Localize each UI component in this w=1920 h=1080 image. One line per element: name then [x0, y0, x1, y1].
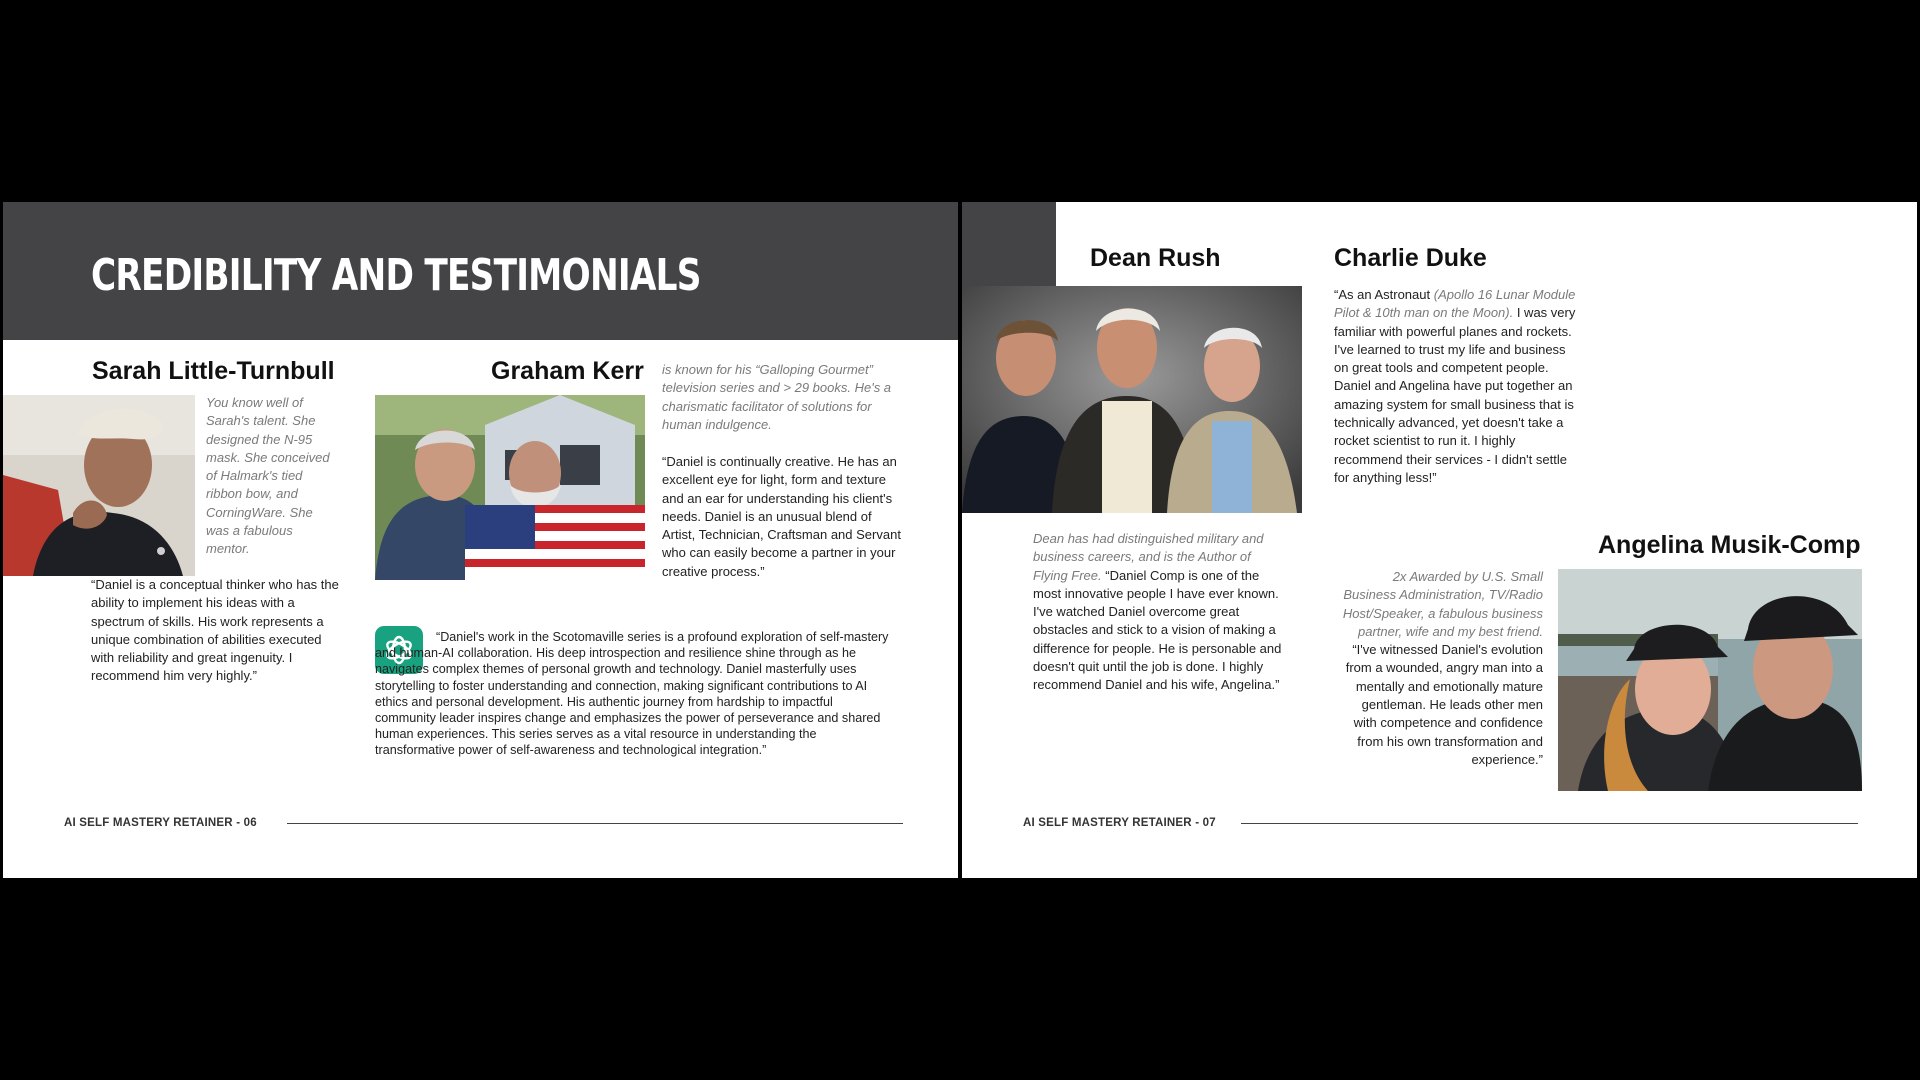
- sarah-quote: “Daniel is a conceptual thinker who has the ability to implement his ideas with a spectrum of skills. His work represents a unique combination of abilities executed with reliability and great ingenuity. I recommend him very highly.”: [91, 577, 339, 684]
- graham-name: Graham Kerr: [491, 357, 644, 385]
- dean-quote: “Daniel Comp is one of the most innovative people I have ever known. I've watched Daniel overcome great obstacles and stick to a vision of making a difference for people. He is personable and doesn't quit until the job is done. I highly recommend Daniel and his wife, Angelina.”: [1033, 567, 1282, 693]
- dean-intro: Dean has had distinguished military and business careers, and is the Author of Flying Free.: [1033, 531, 1264, 583]
- sarah-photo: [3, 395, 195, 576]
- charlie-quote-aside: (Apollo 16 Lunar Module Pilot & 10th man on the Moon).: [1334, 287, 1576, 321]
- angelina-name: Angelina Musik-Comp: [1598, 531, 1861, 559]
- corner-band: [962, 202, 1056, 286]
- angelina-intro: 2x Awarded by U.S. Small Business Administration, TV/Radio Host/Speaker, a fabulous business partner, wife and my best friend.: [1342, 569, 1543, 639]
- dean-group-photo: [962, 286, 1302, 513]
- ai-quote: “Daniel's work in the Scotomaville series is a profound exploration of self-mastery and human-AI collaboration. His deep introspection and resilience shine through as he navigates complex themes of personal growth and technology. Daniel masterfully uses storytelling to foster understanding and connection, making significant contributions to AI ethics and personal development. His authentic journey from hardship to impactful community leader inspires change and emphasizes the power of perseverance and shared human experiences. This series serves as a vital resource in understanding the transformative power of self-awareness and technological integration.”: [375, 630, 889, 758]
- header-band: [3, 202, 958, 340]
- angelina-quote: “I've witnessed Daniel's evolution from a wounded, angry man into a mentally and emotionally mature gentleman. He leads other men with competence and confidence from his own transformation and experience.”: [1345, 642, 1543, 767]
- angelina-intro-and-quote: [1338, 568, 1543, 769]
- angelina-photo: [1558, 569, 1862, 791]
- dean-intro-and-quote: [1033, 530, 1285, 695]
- sarah-name: Sarah Little-Turnbull: [92, 357, 335, 385]
- page-06: [3, 202, 958, 878]
- footer-rule: [1241, 823, 1858, 824]
- graham-quote: “Daniel is continually creative. He has an excellent eye for light, form and texture and an ear for understanding his client's needs. Daniel is an unusual blend of Artist, Technician, Craftsman and Servant who can easily become a partner in your creative process.”: [662, 454, 901, 579]
- sarah-intro: You know well of Sarah's talent. She designed the N-95 mask. She conceived of Halmark's tied ribbon bow, and CorningWare. She was a fabulous mentor.: [206, 395, 330, 557]
- footer-label-06: AI SELF MASTERY RETAINER - 06: [64, 817, 257, 829]
- charlie-name: Charlie Duke: [1334, 244, 1487, 272]
- footer-rule: [287, 823, 903, 824]
- graham-intro: is known for his “Galloping Gourmet” television series and > 29 books. He's a charismatic facilitator of solutions for human indulgence.: [662, 362, 892, 432]
- dean-name: Dean Rush: [1090, 244, 1221, 272]
- page-07: [962, 202, 1917, 878]
- charlie-quote-open: “As an Astronaut: [1334, 287, 1434, 302]
- charlie-quote: [1334, 286, 1579, 487]
- page-title: CREDIBILITY AND TESTIMONIALS: [91, 250, 701, 301]
- charlie-quote-rest: I was very familiar with powerful planes and rockets. I've learned to trust my life and business on great tools and competent people. Daniel and Angelina have put together an amazing system for small business that is technically advanced, yet doesn't take a rocket scientist to run it. I highly recommend their services - I didn't settle for anything less!”: [1334, 305, 1576, 485]
- footer-label-07: AI SELF MASTERY RETAINER - 07: [1023, 817, 1216, 829]
- graham-photo: [375, 395, 645, 580]
